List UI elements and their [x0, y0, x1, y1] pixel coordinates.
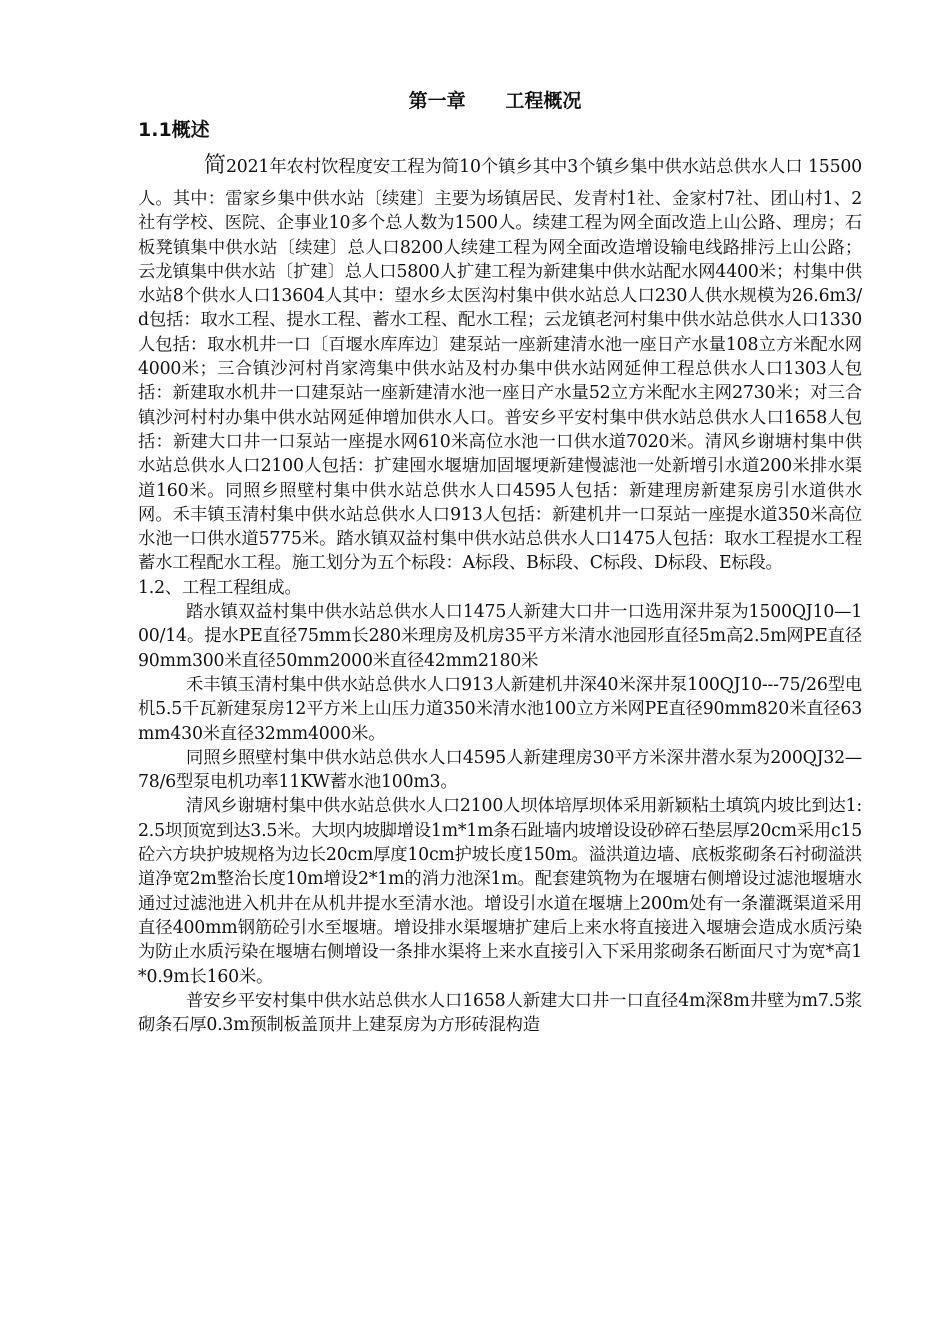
- section-title: 1.1概述: [138, 119, 210, 141]
- subsection-heading: 1.2、工程工程组成。: [138, 577, 302, 598]
- body-paragraph: 清风乡谢塘村集中供水站总供水人口2100人坝体培厚坝体采用新颖粘土填筑内坡比到达1:2.5坝顶宽到达3.5米。大坝内坡脚增设1m*1m条石趾墙内坡增设设砂碎石垫层厚20cm采用c15砼六方块护坡规格为边长20cm厚度10cm护坡长度150m。溢洪道边墙、底板浆砌条石衬砌溢洪道净宽2m整治长度10m增设2*1m的消力池深1m。配套建筑物为在堰塘右侧增设过滤池堰塘水通过过滤池进入机井在从机井提水至清水池。增设引水道在堰塘上200m处有一条灌溉渠道采用直径400mm钢筋砼引水至堰塘。增设排水渠堰塘扩建后上来水将直接进入堰塘会造成水质污染为防止水质污染在堰塘右侧增设一条排水渠将上来水直接引入下采用浆砌条石断面尺寸为宽*高1*0.9m长160米。: [138, 796, 863, 987]
- document-body: [138, 146, 862, 1037]
- lead-character: 简: [204, 153, 226, 178]
- body-paragraph: 同照乡照壁村集中供水站总供水人口4595人新建理房30平方米深井潜水泵为200QJ32—78/6型泵电机功率11KW蓄水池100m3。: [138, 747, 862, 793]
- body-paragraph: 踏水镇双益村集中供水站总供水人口1475人新建大口井一口选用深井泵为1500QJ10—100/14。提水PE直径75mm长280米理房及机房35平方米清水池园形直径5m高2.5m网PE直径90mm300米直径50mm2000米直径42mm2180米: [138, 602, 862, 671]
- chapter-title: 第一章 工程概况: [408, 90, 582, 112]
- overview-paragraph: [138, 146, 862, 576]
- overview-text: 2021年农村饮程度安工程为简10个镇乡其中3个镇乡集中供水站总供水人口 15500人。其中：雷家乡集中供水站〔续建〕主要为场镇居民、发青村1社、金家村7社、团山村1、2社有学校、医院、企事业10多个总人数为1500人。续建工程为网全面改造上山公路、理房；石板凳镇集中供水站〔续建〕总人口8200人续建工程为网全面改造增设输电线路排污上山公路；云龙镇集中供水站〔扩建〕总人口5800人扩建工程为新建集中供水站配水网4400米；村集中供水站8个供水人口13604人其中：望水乡太医沟村集中供水站总人口230人供水规模为26.6m3/d包括：取水工程、提水工程、蓄水工程、配水工程；云龙镇老河村集中供水站总供水人口1330人包括：取水机井一口〔百堰水库库边〕建泵站一座新建清水池一座日产水量108立方米配水网4000米；三合镇沙河村肖家湾集中供水站及村办集中供水站网延伸工程总供水人口1303人包括：新建取水机井一口建泵站一座新建清水池一座日产水量52立方米配水主网2730米；对三合镇沙河村村办集中供水站网延伸增加供水人口。普安乡平安村集中供水站总供水人口1658人包括：新建大口井一口泵站一座提水网610米高位水池一口供水道7020米。清风乡谢塘村集中供水站总供水人口2100人包括：扩建囤水堰塘加固堰埂新建慢滤池一处新增引水道200米排水渠道160米。同照乡照壁村集中供水站总供水人口4595人包括：新建理房新建泵房引水道供水网。禾丰镇玉清村集中供水站总供水人口913人包括：新建机井一口泵站一座提水道350米高位水池一口供水道5775米。踏水镇双益村集中供水站总供水人口1475人包括：取水工程提水工程蓄水工程配水工程。施工划分为五个标段：A标段、B标段、C标段、D标段、E标段。: [138, 157, 862, 574]
- body-paragraph: 禾丰镇玉清村集中供水站总供水人口913人新建机井深40米深井泵100QJ10---75/26型电机5.5千瓦新建泵房12平方米上山压力道350米清水池100立方米网PE直径90mm820米直径63mm430米直径32mm4000米。: [138, 674, 862, 744]
- body-paragraph: 普安乡平安村集中供水站总供水人口1658人新建大口井一口直径4m深8m井壁为m7.5浆砌条石厚0.3m预制板盖顶井上建泵房为方形砖混构造: [138, 990, 862, 1036]
